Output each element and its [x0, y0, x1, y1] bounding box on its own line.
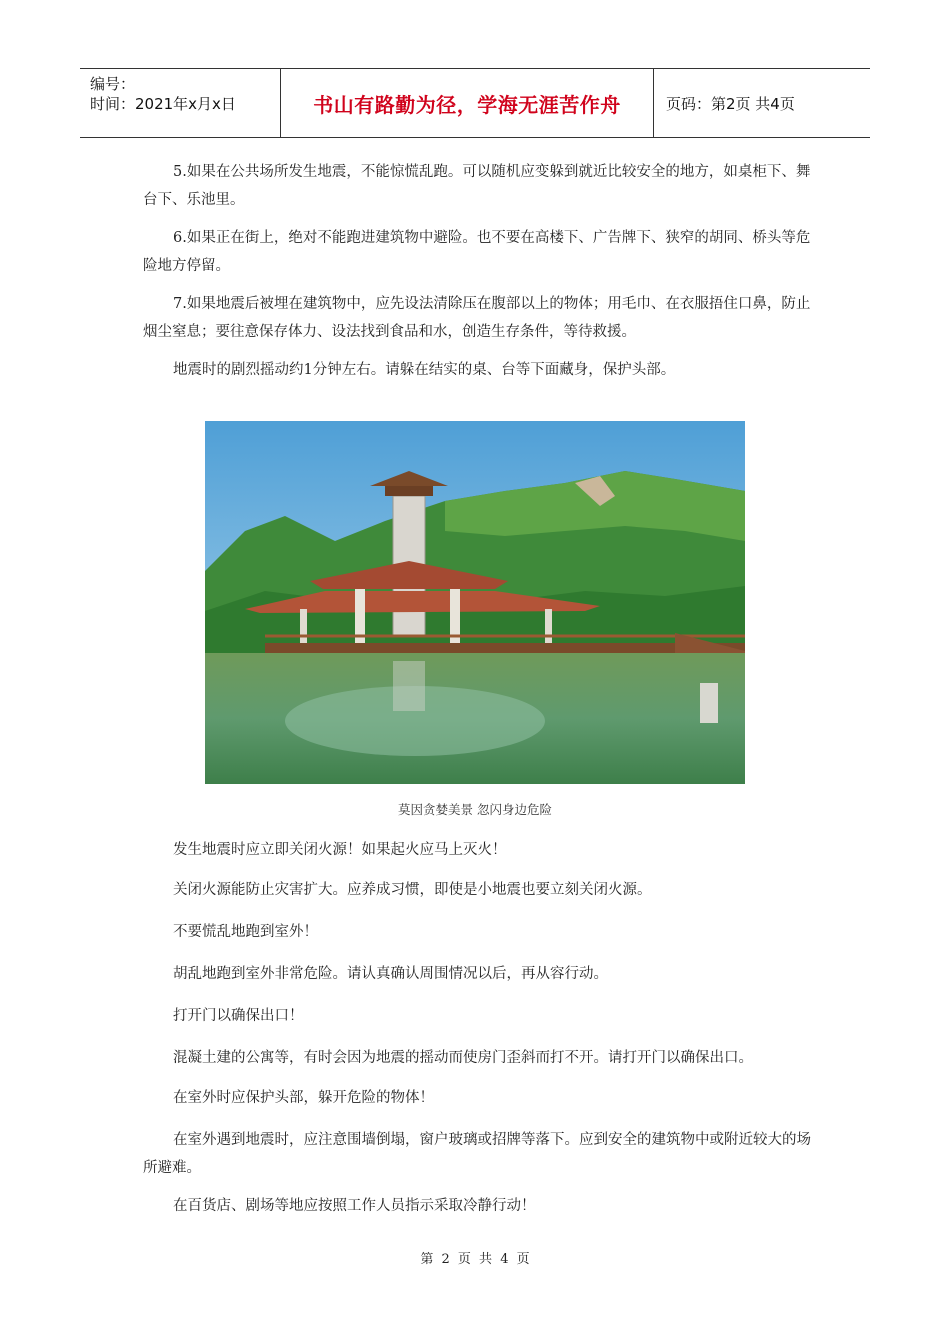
page-header	[80, 68, 870, 138]
paragraph-panic-heading: 不要慌乱地跑到室外！	[173, 924, 318, 940]
paragraph-panic-body: 胡乱地跑到室外非常危险。请认真确认周围情况以后，再从容行动。	[173, 966, 608, 982]
date-label: 时间：2021年x月x日	[90, 95, 236, 113]
paragraph-7: 7.如果地震后被埋在建筑物中，应先设法清除压在腹部以上的物体；用毛巾、在衣服捂住口鼻，防止烟尘窒息；要往意保存体力、设法找到食品和水，创造生存条件，等待救援。	[143, 296, 811, 340]
paragraph-outdoor-heading: 在室外时应保护头部，躲开危险的物体！	[173, 1090, 434, 1106]
paragraph-door-body: 混凝土建的公寓等，有时会因为地震的摇动而使房门歪斜而打不开。请打开门以确保出口。	[173, 1050, 753, 1066]
paragraph-store-heading: 在百货店、剧场等地应按照工作人员指示采取冷静行动！	[173, 1198, 536, 1214]
paragraph-5: 5.如果在公共场所发生地震，不能惊慌乱跑。可以随机应变躲到就近比较安全的地方，如桌柜下、舞台下、乐池里。	[143, 164, 811, 208]
number-label: 编号：	[90, 75, 136, 93]
photo-caption: 莫因贪婪美景 忽闪身边危险	[398, 802, 552, 817]
header-page-label: 页码：第2页 共4页	[666, 94, 795, 113]
paragraph-6: 6.如果正在街上，绝对不能跑进建筑物中避险。也不要在高楼下、广告牌下、狭窄的胡同、桥头等危险地方停留。	[143, 230, 811, 274]
header-meta	[80, 69, 281, 137]
paragraph-shaking: 地震时的剧烈摇动约1分钟左右。请躲在结实的桌、台等下面藏身，保护头部。	[173, 362, 676, 378]
scenic-photo	[205, 421, 745, 784]
paragraph-fire-heading: 发生地震时应立即关闭火源！如果起火应马上灭火！	[173, 842, 507, 858]
page-footer: 第 2 页 共 4 页	[420, 1252, 530, 1267]
paragraph-door-heading: 打开门以确保出口！	[173, 1008, 304, 1024]
header-motto: 书山有路勤为径，学海无涯苦作舟	[281, 69, 654, 137]
paragraph-outdoor-body: 在室外遇到地震时，应注意围墙倒塌，窗户玻璃或招牌等落下。应到安全的建筑物中或附近较大的场所避难。	[143, 1132, 811, 1176]
paragraph-fire-body: 关闭火源能防止灾害扩大。应养成习惯，即使是小地震也要立刻关闭火源。	[173, 882, 652, 898]
